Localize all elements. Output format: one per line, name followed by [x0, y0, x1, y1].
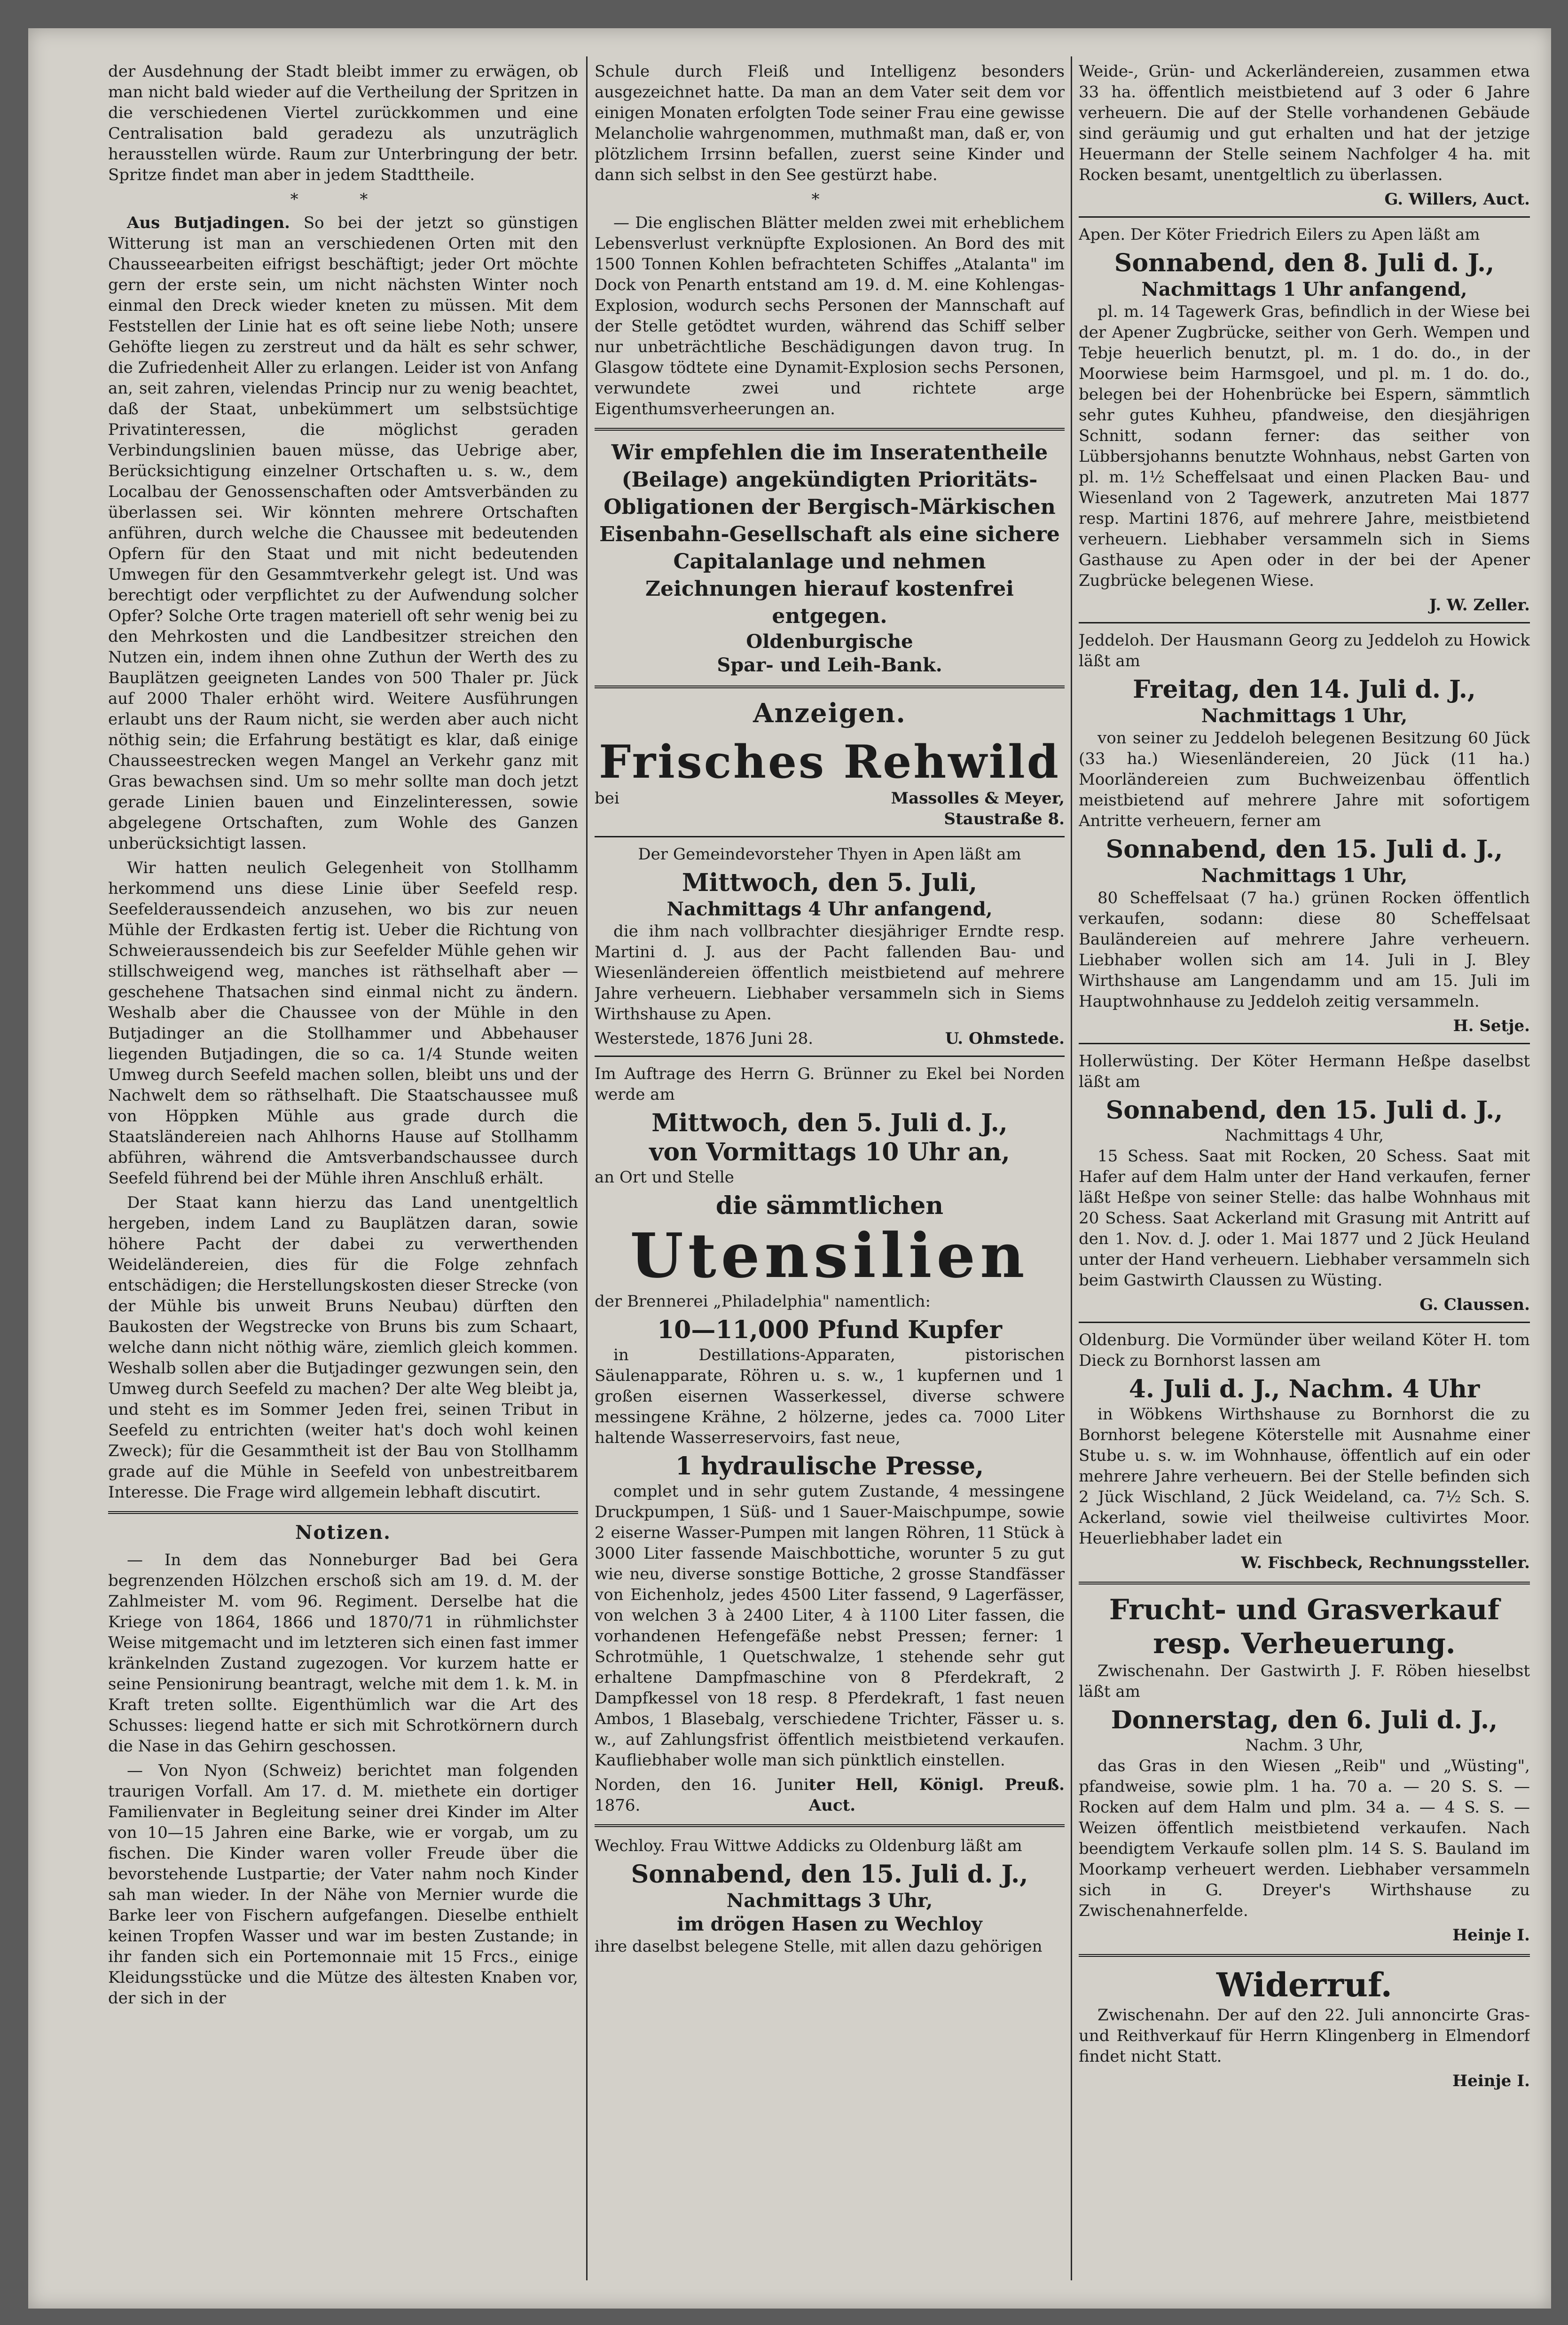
- bank-name-2: Spar- und Leih-Bank.: [717, 654, 942, 676]
- thyen-time: Nachmittags 4 Uhr anfangend,: [666, 898, 993, 920]
- staat-paragraph: Der Staat kann hierzu das Land unentgeltlich hergeben, indem Land zu Bauplätzen daran, sowie höhere Pacht der dabei zu verwerthenden Weideländereien, dies für die Folge zehnfach entschädigen; die Herstellungskosten dieser Strecke (von der Mühle bis unweit Bruns Neubau) dürften den Baukosten der Wegstrecke von Bruns bis zum Schaart, welche dann nicht nöthig wäre, ziemlich gleich kommen. Weshalb sollen aber die Butjadinger gezwungen sein, den Umweg durch Seefeld zu machen? Der alte Weg bleibt ja, und steht es im Sommer Jeden frei, seinen Tribut in Seefeld zu entrichten (weiter hat's doch wohl keinen Zweck); für die Gesammtheit ist der Bau von Stollhamm grade auf die Mühle in Seefeld von unbestreitbarem Interesse. Die Frage wird allgemein lebhaft discutirt.: [108, 1193, 578, 1502]
- jeddeloh-date: Freitag, den 14. Juli d. J.,: [1133, 675, 1476, 704]
- frucht-intro: Zwischenahn. Der Gastwirth J. F. Röben hieselbst läßt am: [1079, 1662, 1530, 1701]
- eilers-intro: Apen. Der Köter Friedrich Eilers zu Apen läßt am: [1079, 225, 1480, 244]
- jeddeloh-time: Nachmittags 1 Uhr,: [1201, 705, 1408, 727]
- jeddeloh-signature: H. Setje.: [1453, 1017, 1530, 1035]
- utensilien-headline: Utensilien: [630, 1220, 1029, 1292]
- hespe-signature: G. Claussen.: [1419, 1295, 1530, 1314]
- bruenner-signature: [595, 1774, 1065, 1816]
- jeddeloh-date-2: Sonnabend, den 15. Juli d. J.,: [1105, 835, 1503, 864]
- spritzen-paragraph: der Ausdehnung der Stadt bleibt immer zu erwägen, ob man nicht bald wieder auf die Vertheilung der Spritzen in die verschiedenen Viertel zurückkommen und eine Centralisation bald geradezu als unzuträglich herausstellen würde. Raum zur Unterbringung der betr. Spritze findet man aber in jedem Stadttheile.: [108, 62, 578, 184]
- ad-rule: [1079, 1582, 1530, 1584]
- section-separator: * *: [290, 190, 396, 209]
- bruenner-signer: ter Hell, Königl. Preuß. Auct.: [808, 1775, 1065, 1815]
- bruenner-body-1: in Destillations-Apparaten, pistorischen Säulenapparate, Röhren u. s. w., 1 kupfernen und 1 großen eisernen Wasserkessel, diverse schwere messingene Krähne, 2 hölzerne, jedes ca. 7000 Liter haltende Wasserreservoirs, fast neue,: [595, 1346, 1065, 1447]
- hespe-time: Nachmittags 4 Uhr,: [1224, 1126, 1384, 1145]
- ad-rule: [595, 836, 1065, 837]
- bruenner-die: die sämmtlichen: [715, 1191, 944, 1220]
- eilers-date: Sonnabend, den 8. Juli d. J.,: [1114, 249, 1495, 277]
- frucht-title-2: resp. Verheuerung.: [1153, 1627, 1456, 1660]
- section-rule: [595, 686, 1065, 688]
- notiz-gera: — In dem das Nonneburger Bad bei Gera begrenzenden Hölzchen erschoß sich am 19. d. M. der Zahlmeister M. vom 96. Regiment. Derselbe hat die Kriege von 1864, 1866 und 1870/71 in rühmlichster Weise mitgemacht und im letzteren sich einen fast immer kränkelnden Zustand zugezogen. Vor kurzem hatte er seine Pensionirung beantragt, welche mit dem 1. k. M. in Kraft treten sollte. Eigenthümlich war die Art des Schusses: liegend hatte er sich mit Schrotkörnern durch die Nase in das Gehirn geschossen.: [108, 1551, 578, 1756]
- jeddeloh-body-2: 80 Scheffelsaat (7 ha.) grünen Rocken öffentlich verkaufen, sodann: diese 80 Scheffelsaat Bauländereien auf mehrere Jahre verheuern. Liebhaber wollen sich am 14. Juli in J. Bley Wirthshause am Langendamm und am 15. Juli im Hauptwohnhause zu Jeddeloh zeitig versammeln.: [1079, 889, 1530, 1011]
- column-3: [1079, 61, 1530, 2280]
- hespe-intro: Hollerwüsting. Der Köter Hermann Heßpe daselbst läßt am: [1079, 1052, 1530, 1091]
- notizen-heading: Notizen.: [295, 1521, 392, 1544]
- section-rule: [595, 428, 1065, 431]
- bruenner-date: Mittwoch, den 5. Juli d. J.,: [651, 1109, 1008, 1137]
- ad-rule: [595, 1824, 1065, 1827]
- dieck-body: in Wöbkens Wirthshause zu Bornhorst die zu Bornhorst belegene Köterstelle mit Ausnahme einer Stube u. s. w. im Wohnhause, öffentlich auf ein oder mehrere Jahre verheuern. Bei der Stelle befinden sich 2 Jück Wischland, 2 Jück Weideland, ca. 7½ Sch. S. Ackerland, sowie viel theilweise cultivirtes Moor. Heuerliebhaber ladet ein: [1079, 1405, 1530, 1548]
- notiz-nyon: — Von Nyon (Schweiz) berichtet man folgenden traurigen Vorfall. Am 17. d. M. miethete ein dortiger Familienvater in Begleitung seiner drei Kinder im Alter von 10—15 Jahren eine Barke, wie er vorgab, um zu fischen. Die Kinder waren voller Freude über die bevorstehende Lustpartie; der Vater nahm noch Kinder sah man wieder. In der Nähe von Mernier wurde die Barke leer von Fischern aufgefangen. Dieselbe enthielt keinen Tropfen Wasser und war im besten Zustande; in ihr fanden sich ein Portemonnaie mit 15 Frcs., einige Kleidungsstücke und die Mütze des ältesten Knaben vor, der sich in der: [108, 1761, 578, 2008]
- widerruf-title: Widerruf.: [1216, 1965, 1393, 2004]
- rehwild-headline: Frisches Rehwild: [599, 735, 1060, 788]
- dieck-signature: W. Fischbeck, Rechnungssteller.: [1241, 1553, 1530, 1572]
- rehwild-address: Staustraße 8.: [944, 810, 1065, 828]
- section-rule: [108, 1511, 578, 1514]
- rehwild-vendor: [595, 788, 1065, 809]
- eilers-signature: J. W. Zeller.: [1429, 596, 1530, 615]
- bank-promo: Wir empfehlen die im Inseratentheile (Beilage) angekündigten Prioritäts-Obligationen der Bergisch-Märkischen Eisenbahn-Gesellschaft als eine sichere Capitalanlage und nehmen Zeichnungen hierauf kostenfrei entgegen.: [599, 441, 1060, 628]
- thyen-place: Westerstede, 1876 Juni 28.: [595, 1029, 814, 1048]
- wechloy-location: im drögen Hasen zu Wechloy: [677, 1913, 982, 1935]
- dieck-intro: Oldenburg. Die Vormünder über weiland Köter H. tom Dieck zu Bornhorst lassen am: [1079, 1331, 1530, 1370]
- frucht-time: Nachm. 3 Uhr,: [1245, 1736, 1364, 1755]
- frucht-date: Donnerstag, den 6. Juli d. J.,: [1111, 1706, 1498, 1734]
- thyen-signature: [595, 1028, 1065, 1049]
- nyon-continuation: Schule durch Fleiß und Intelligenz besonders ausgezeichnet hatte. Da man an dem Vater seit dem vor einigen Monaten erfolgten Tode seiner Frau eine gewisse Melancholie wahrgenommen, muthmaßt man, daß er, von plötzlichem Irrsinn befallen, zuerst seine Kinder und dann sich selbst in den See gestürzt habe.: [595, 62, 1065, 184]
- presse-headline: 1 hydraulische Presse,: [675, 1452, 984, 1481]
- ad-rule: [1079, 1043, 1530, 1044]
- jeddeloh-time-2: Nachmittags 1 Uhr,: [1201, 865, 1408, 887]
- wechloy-intro: Wechloy. Frau Wittwe Addicks zu Oldenburg läßt am: [595, 1836, 1022, 1855]
- thyen-date: Mittwoch, den 5. Juli,: [682, 868, 978, 897]
- ad-rule: [595, 1056, 1065, 1057]
- anzeigen-heading: Anzeigen.: [753, 698, 906, 729]
- wechloy-time: Nachmittags 3 Uhr,: [726, 1890, 933, 1912]
- hespe-date: Sonnabend, den 15. Juli d. J.,: [1105, 1096, 1503, 1125]
- ad-rule: [1079, 1954, 1530, 1957]
- frucht-signature: Heinje I.: [1452, 1926, 1530, 1945]
- eilers-time: Nachmittags 1 Uhr anfangend,: [1141, 278, 1467, 300]
- bruenner-firm: der Brennerei „Philadelphia" namentlich:: [595, 1292, 931, 1311]
- bruenner-intro: Im Auftrage des Herrn G. Brünner zu Ekel bei Norden werde am: [595, 1064, 1065, 1104]
- ad-rule: [1079, 216, 1530, 218]
- jeddeloh-intro: Jeddeloh. Der Hausmann Georg zu Jeddeloh zu Howick läßt am: [1079, 631, 1530, 670]
- stollhamm-paragraph: Wir hatten neulich Gelegenheit von Stollhamm herkommend uns diese Linie über Seefeld resp. Seefelderaussendeich anzusehen, wo bis zur neuen Mühle der Erdkasten fertig ist. Ueber die Richtung von Schweieraussendeich bis zur Seefelder Mühle gehen wir stillschweigend weg, manches ist räthselhaft aber — geschehene Thatsachen sind einmal nicht zu ändern. Weshalb aber die Chaussee von der Mühle in den Butjadinger an die Stollhammer und Abbehauser liegenden Butjadingen, die so ca. 1/4 Stunde weiten Umweg durch Seefeld machen sollen, bleibt uns und der Nachwelt dem so räthselhaft. Die Staatschaussee muß von Höppken Mühle aus grade durch die Staatsländereien nach Ahlhorns Hause auf Stollhamm abführen, während die Amtsverbandschaussee durch Seefeld führend bei der Mühle ihren Anschluß erhält.: [108, 859, 578, 1188]
- thyen-signer: U. Ohmstede.: [945, 1029, 1065, 1048]
- bank-name-1: Oldenburgische: [746, 631, 913, 653]
- bruenner-place-date: Norden, den 16. Juni 1876.: [595, 1775, 809, 1815]
- explosion-notice: — Die englischen Blätter melden zwei mit erheblichem Lebensverlust verknüpfte Explosionen. An Bord des mit 1500 Tonnen Kohlen befrachteten Schiffes „Atalanta" im Dock von Penarth entstand am 19. d. M. eine Kohlengas-Explosion, wodurch sechs Personen der Mannschaft auf der Stelle getödtet wurden, während das Schiff selber nur unbeträchtliche Beschädigungen davon trug. In Glasgow tödtete eine Dynamit-Explosion sechs Personen, verwundete zwei und richtete arge Eigenthumsverheerungen an.: [595, 213, 1065, 418]
- wechloy-date: Sonnabend, den 15. Juli d. J.,: [631, 1860, 1028, 1889]
- column-2: [595, 61, 1065, 2280]
- bruenner-place: an Ort und Stelle: [595, 1168, 734, 1187]
- column-1: [108, 61, 578, 2280]
- hespe-body: 15 Schess. Saat mit Rocken, 20 Schess. Saat mit Hafer auf dem Halm unter der Hand verkaufen, ferner läßt Heßpe von seiner Stelle: das halbe Wohnhaus mit 20 Schess. Saat Ackerland mit Grasung mit Antritt auf den 1. Nov. d. J. oder 1. Mai 1877 und 2 Jück Heuland unter der Hand verheuern. Liebhaber versammeln sich beim Gastwirth Claussen zu Wüsting.: [1079, 1147, 1530, 1290]
- wechloy-body: ihre daselbst belegene Stelle, mit allen dazu gehörigen: [595, 1937, 1043, 1956]
- eilers-body: pl. m. 14 Tagewerk Gras, befindlich in der Wiese bei der Apener Zugbrücke, seither von Gerh. Wempen und Tebje heuerlich benutzt, pl. m. 1 do. do., in der Moorwiese beim Harmsgoel, und pl. m. 1 do. do., belegen bei der Hohenbrücke bei Espern, sämmtlich sehr gutes Kuhheu, pfandweise, den diesjährigen Schnitt, sodann ferner: das seither von Lübbersjohanns benutzte Wohnhaus, nebst Garten von pl. m. 1½ Scheffelsaat und einen Placken Bau- und Wiesenland von 2 Tagewerk, anzutreten Mai 1877 resp. Martini 1876, auf mehrere Jahre, meistbietend verheuern. Liebhaber versammeln sich in Siems Gasthause zu Apen oder in der bei der Apener Zugbrücke belegenen Wiese.: [1079, 302, 1530, 590]
- butjadingen-article: [108, 213, 578, 854]
- willers-body: Weide-, Grün- und Ackerländereien, zusammen etwa 33 ha. öffentlich meistbietend auf 3 oder 6 Jahre verheuern. Die auf der Stelle vorhandenen Gebäude sind geräumig und gut erhalten und hat der jetzige Heuermann der Stelle seinem Nachfolger 4 ha. mit Rocken besamt, unentgeltlich zu überlassen.: [1079, 62, 1530, 184]
- willers-signature: G. Willers, Auct.: [1384, 190, 1530, 209]
- butjadingen-text: So bei der jetzt so günstigen Witterung ist man an verschiedenen Orten mit den Chausseearbeiten eifrigst beschäftigt; jeder Ort möchte gern der erste sein, um nicht nächsten Winter noch einmal den Dreck wieder kneten zu müssen. Mit dem Feststellen der Linie hat es oft seine liebe Noth; unsere Gehöfte liegen zu zerstreut und da hält es sehr schwer, die Zufriedenheit Aller zu erlangen. Leider ist von Anfang an, seit zahren, vielendas Princip nur zu wenig beachtet, daß der Staat, unbekümmert um selbstsüchtige Privatinteressen, die möglichst geraden Verbindungslinien bauen müsse, das Uebrige aber, Berücksichtigung einzelner Ortschaften u. s. w., dem Localbau der Genossenschaften oder Amtsverbänden zu überlassen sei. Wir könnten mehrere Ortschaften anführen, durch welche die Chaussee mit bedeutenden Opfern für den Staat und mit nicht bedeutenden Umwegen für den Gesammtverkehr gelegt ist. Und was berechtigt oder verpflichtet zu der Aufwendung solcher Opfer? Solche Orte tragen materiell oft sehr wenig bei zu den Mehrkosten und die Landbesitzer streichen den Nutzen ein, indem ihnen ohne Zuthun der Werth des zu Bauplätzen geeigneten Landes von 500 Thaler pr. Jück auf 2000 Thaler erhöht wird. Weitere Ausführungen erlaubt uns der Raum nicht, sie werden aber auch nicht nöthig sein; die Erfahrung bestätigt es klar, daß einige Chausseestrecken wegen Mangel an Verkehr ganz mit Gras bewachsen sind. Um so mehr sollte man doch jetzt gerade Linien bauen und Einzelinteressen, sowie abgelegene Ortschaften, zum Wohle des Ganzen unberücksichtigt lassen.: [108, 213, 578, 853]
- thyen-intro: Der Gemeindevorsteher Thyen in Apen läßt am: [638, 845, 1021, 864]
- bruenner-time: von Vormittags 10 Uhr an,: [649, 1138, 1010, 1166]
- column-rule-right: [1071, 56, 1072, 2280]
- frucht-title-1: Frucht- und Grasverkauf: [1109, 1593, 1500, 1626]
- column-rule-left: [586, 56, 588, 2280]
- ad-rule: [1079, 1322, 1530, 1323]
- kupfer-headline: 10—11,000 Pfund Kupfer: [657, 1316, 1003, 1344]
- newspaper-page: [28, 28, 1551, 2309]
- rehwild-bei: bei: [595, 789, 619, 808]
- bruenner-body-2: complet und in sehr gutem Zustande, 4 messingene Druckpumpen, 1 Süß- und 1 Sauer-Maischpumpe, sowie 2 eiserne Wasser-Pumpen mit langen Röhren, 11 Stück à 3000 Liter fassende Maischbottiche, worunter 5 zu gut wie neu, diverse sonstige Bottiche, 2 grosse Standfässer von Eichenholz, jedes 4500 Liter fassend, 9 Lagerfässer, von welchen 3 à 2400 Liter, 4 à 1100 Liter fassen, die vorhandenen Hefengefäße nebst Pressen; ferner: 1 Schrotmühle, 1 Quetschwalze, 1 stehende sehr gut erhaltene Dampfmaschine von 8 Pferdekraft, 2 Dampfkessel von 18 resp. 8 Pferdekraft, 1 fast neuen Ambos, 1 Blasebalg, verschiedene Trichter, Fässer u. s. w., auf Zahlungsfrist öffentlich meistbietend verkaufen. Kaufliebhaber wolle man sich pünktlich einstellen.: [595, 1482, 1065, 1770]
- widerruf-body: Zwischenahn. Der auf den 22. Juli annoncirte Gras- und Reithverkauf für Herrn Klingenberg in Elmendorf findet nicht Statt.: [1079, 2006, 1530, 2066]
- jeddeloh-body-1: von seiner zu Jeddeloh belegenen Besitzung 60 Jück (33 ha.) Wiesenländereien, 20 Jück (11 ha.) Moorländereien zum Buchweizenbau öffentlich meistbietend auf mehrere Jahre mit sofortigem Antritte verheuern, ferner am: [1079, 729, 1530, 830]
- rehwild-firm: Massolles & Meyer,: [891, 789, 1065, 808]
- dieck-date: 4. Juli d. J., Nachm. 4 Uhr: [1129, 1375, 1480, 1403]
- ad-rule: [1079, 622, 1530, 623]
- widerruf-signature: Heinje I.: [1452, 2072, 1530, 2090]
- frucht-body: das Gras in den Wiesen „Reib" und „Wüsting", pfandweise, sowie plm. 1 ha. 70 a. — 20 S. S. — Rocken auf dem Halm und plm. 34 a. — 4 S. S. — Weizen öffentlich meistbietend verkaufen. Nach beendigtem Verkaufe sollen plm. 14 S. S. Bauland im Moorkamp verheuert werden. Liebhaber versammeln sich in G. Dreyer's Wirthshause zu Zwischenahnerfelde.: [1079, 1757, 1530, 1920]
- section-separator: *: [811, 190, 848, 209]
- butjadingen-title: Aus Butjadingen.: [127, 213, 290, 232]
- thyen-body: die ihm nach vollbrachter diesjähriger Erndte resp. Martini d. J. aus der Pacht fallenden Bau- und Wiesenländereien öffentlich meistbietend auf mehrere Jahre verheuern. Liebhaber versammeln sich in Siems Wirthshause zu Apen.: [595, 922, 1065, 1024]
